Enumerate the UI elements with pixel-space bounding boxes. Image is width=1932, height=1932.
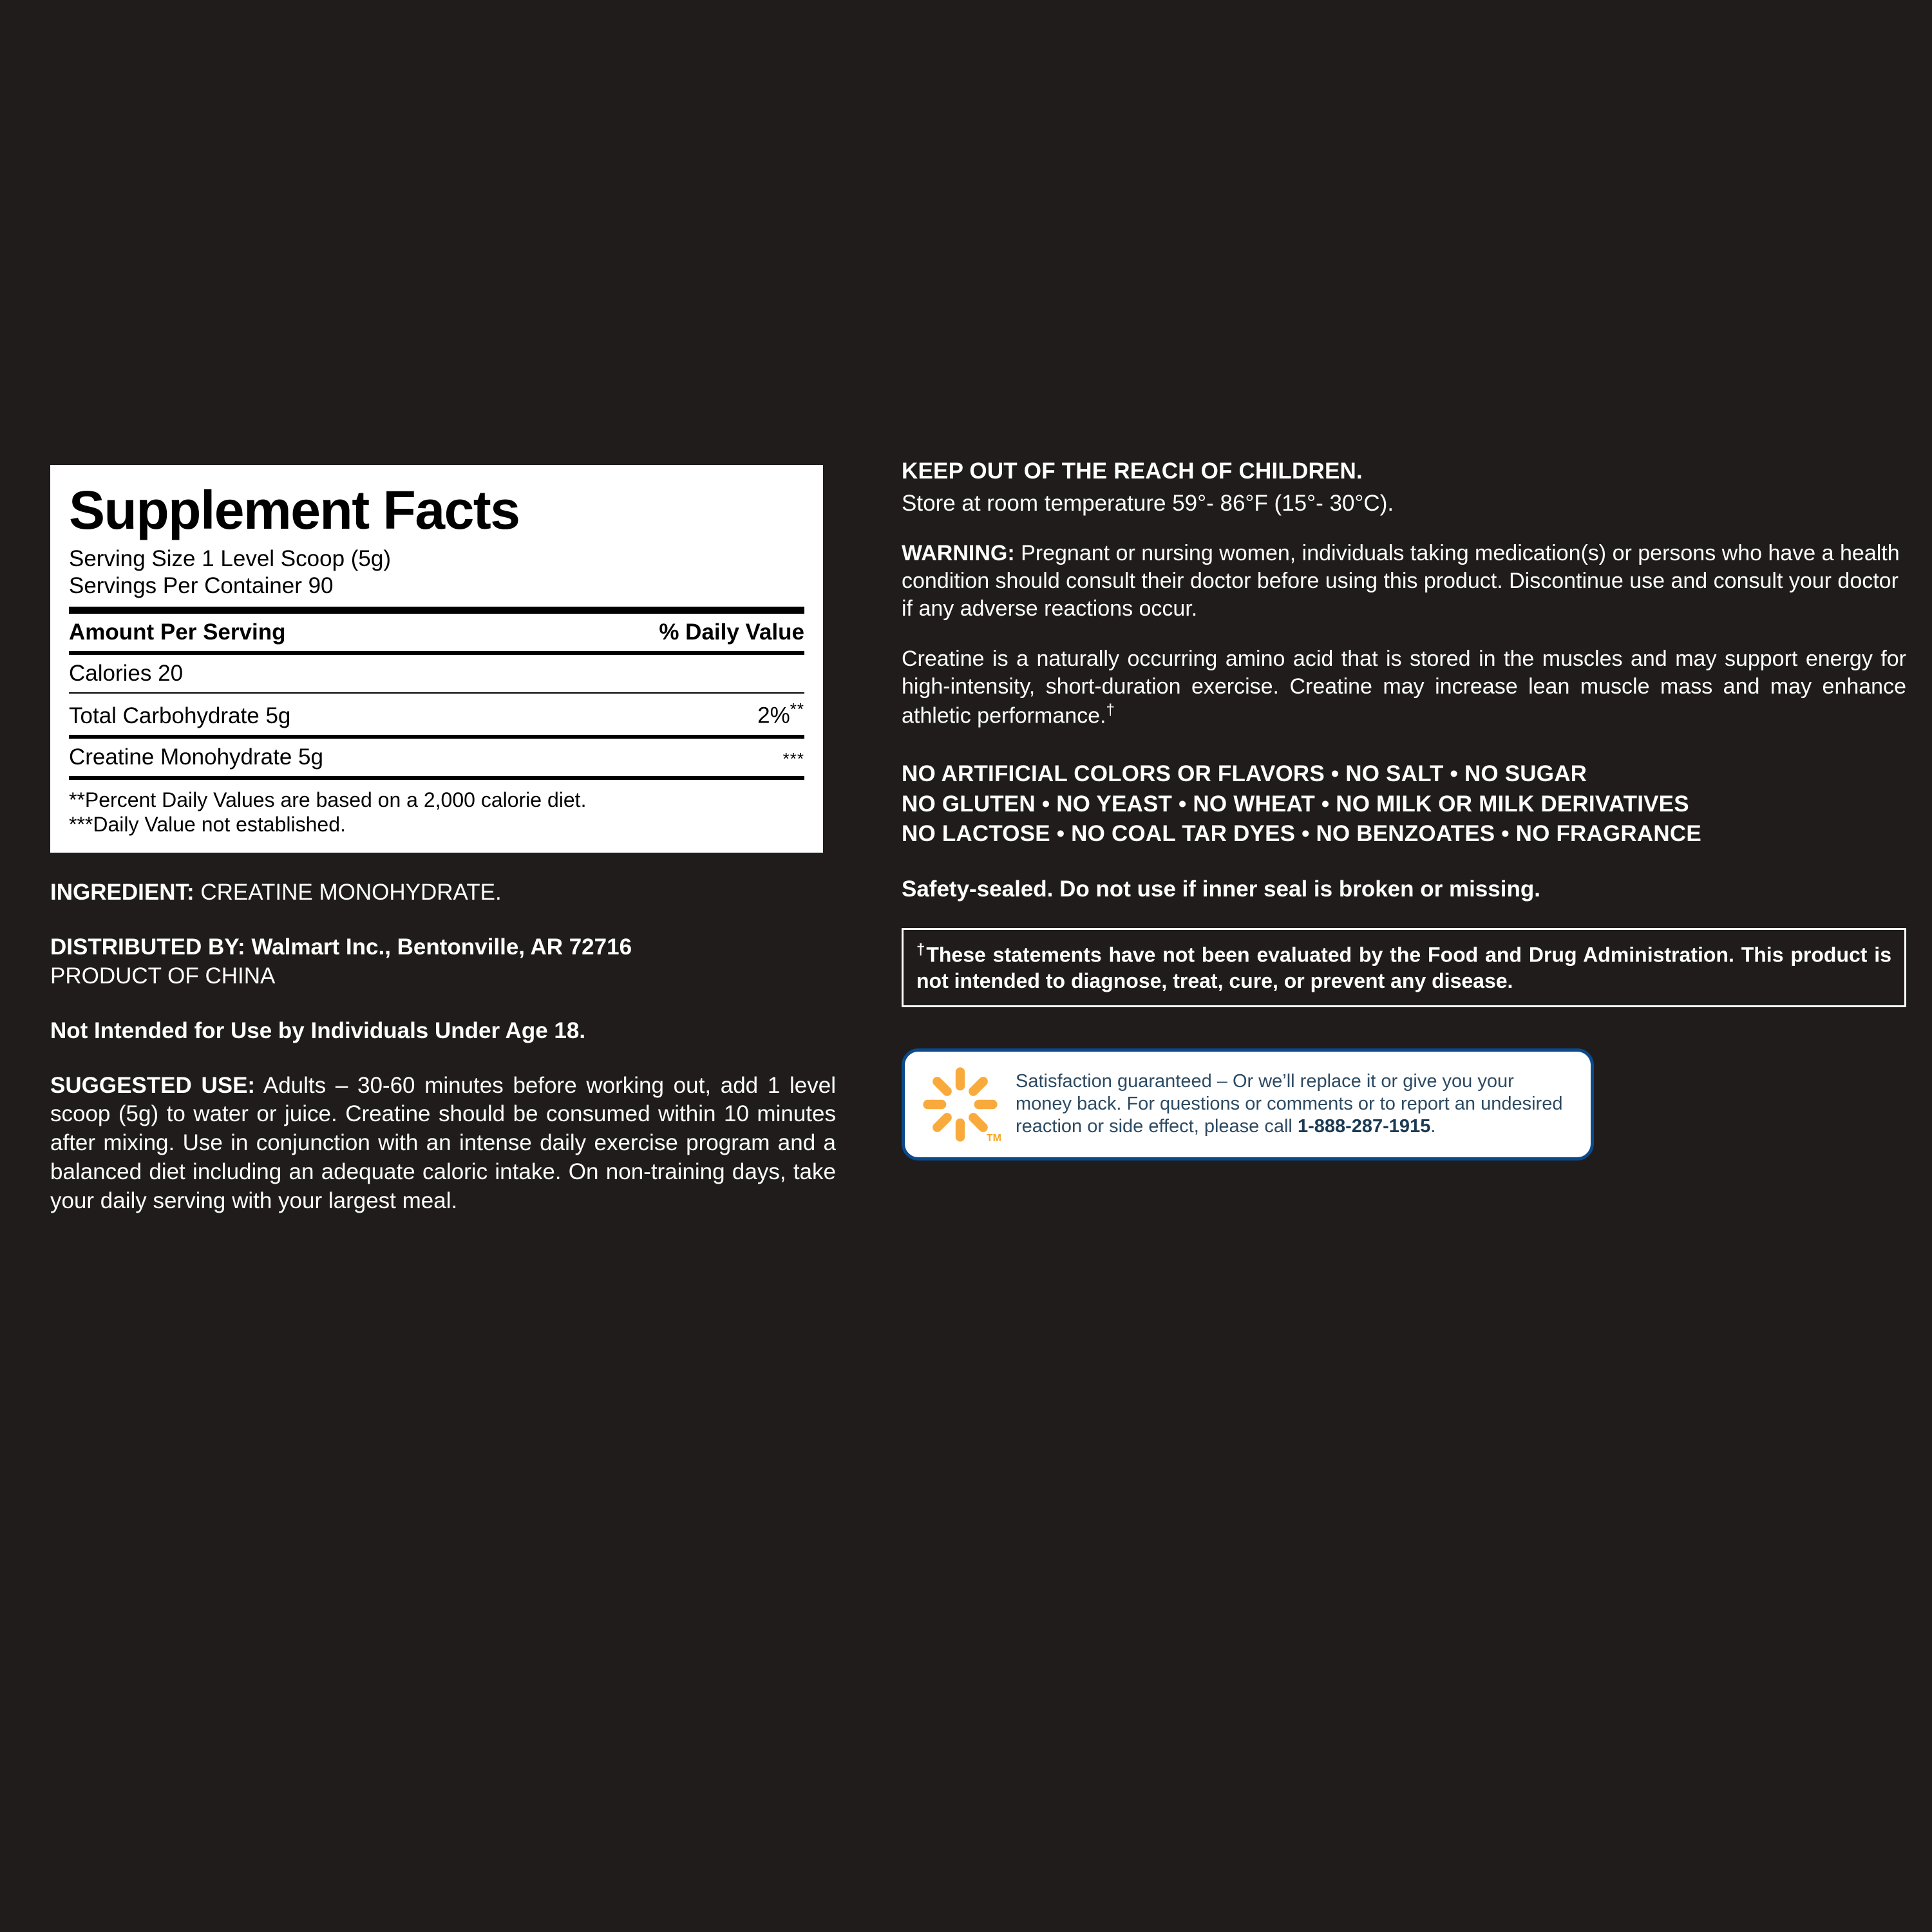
- keep-out-of-reach-heading: KEEP OUT OF THE REACH OF CHILDREN.: [902, 459, 1363, 484]
- amount-per-serving-header: Amount Per Serving: [69, 619, 286, 645]
- table-header-row: [69, 614, 804, 651]
- free-from-claims: [902, 759, 1906, 849]
- fda-disclaimer-box: [902, 928, 1906, 1007]
- nutrient-dv-value: 2%: [757, 703, 790, 728]
- guarantee-text-end: .: [1430, 1115, 1436, 1137]
- warning-block: [902, 540, 1906, 622]
- right-column: [902, 459, 1906, 1160]
- serving-size: Serving Size 1 Level Scoop (5g): [69, 546, 391, 572]
- warning-text: Pregnant or nursing women, individuals taking medication(s) or persons who have a health condition should consult their doctor before using this product. Discontinue use and consult your doctor if any adverse reactions occur.: [902, 541, 1900, 621]
- table-row: [69, 739, 804, 776]
- supplement-facts-panel: [50, 465, 823, 853]
- suggested-use-label: SUGGESTED USE:: [50, 1072, 256, 1098]
- free-from-line: NO GLUTEN • NO YEAST • NO WHEAT • NO MILK OR MILK DERIVATIVES: [902, 791, 1689, 817]
- nutrient-dv: [757, 699, 804, 729]
- table-row: [69, 655, 804, 692]
- fda-disclaimer-text: These statements have not been evaluated by the Food and Drug Administration. This product is not intended to diagnose, treat, cure, or prevent any disease.: [916, 943, 1891, 992]
- distributed-by: DISTRIBUTED BY: Walmart Inc., Bentonville, AR 72716: [50, 934, 632, 960]
- dagger-mark: †: [916, 940, 927, 958]
- nutrient-name: Total Carbohydrate 5g: [69, 703, 291, 728]
- guarantee-text: [1016, 1070, 1574, 1137]
- guarantee-text-main: Satisfaction guaranteed – Or we’ll replace it or give you your money back. For questions or comments or to report an undesired reaction or side effect, please call: [1016, 1071, 1563, 1137]
- walmart-spark-icon: [922, 1066, 999, 1143]
- nutrient-dv-footnote-mark: **: [790, 699, 804, 719]
- nutrient-dv-footnote-mark: ***: [782, 748, 804, 768]
- age-restriction-notice: Not Intended for Use by Individuals Under Age 18.: [50, 1018, 586, 1043]
- product-of: PRODUCT OF CHINA: [50, 963, 276, 989]
- free-from-line: NO LACTOSE • NO COAL TAR DYES • NO BENZOATES • NO FRAGRANCE: [902, 821, 1701, 847]
- free-from-line: NO ARTIFICIAL COLORS OR FLAVORS • NO SALT • NO SUGAR: [902, 761, 1587, 787]
- divider-thick-top: [69, 607, 804, 614]
- ingredient-label: INGREDIENT:: [50, 880, 194, 905]
- servings-per-container: Servings Per Container 90: [69, 573, 334, 598]
- walmart-guarantee-box: [902, 1048, 1594, 1160]
- warning-label: WARNING:: [902, 541, 1015, 565]
- table-row: [69, 694, 804, 735]
- dagger-mark: †: [1106, 701, 1115, 719]
- left-column: [50, 465, 836, 1216]
- trademark-mark: TM: [986, 1132, 1001, 1144]
- suggested-use-text: Adults – 30-60 minutes before working out, add 1 level scoop (5g) to water or juice. Creatine should be consumed within 10 minutes after mixing. Use in conjunction with an intense daily exercise program and a balanced diet including an adequate caloric intake. On non-training days, take your daily serving with your largest meal.: [50, 1072, 836, 1213]
- storage-instructions: Store at room temperature 59°- 86°F (15°- 30°C).: [902, 491, 1394, 516]
- daily-value-header: % Daily Value: [659, 619, 804, 645]
- ingredient-value: CREATINE MONOHYDRATE.: [194, 880, 502, 905]
- nutrient-name: Creatine Monohydrate 5g: [69, 744, 323, 770]
- suggested-use-block: [50, 1072, 836, 1216]
- distributor-block: [50, 933, 836, 991]
- creatine-description: [902, 645, 1906, 730]
- customer-service-phone[interactable]: 1-888-287-1915: [1297, 1115, 1431, 1137]
- supplement-facts-title: Supplement Facts: [69, 480, 520, 540]
- footnote-dv-not-established: ***Daily Value not established.: [69, 812, 346, 836]
- nutrient-name: Calories 20: [69, 660, 184, 686]
- safety-seal-notice: Safety-sealed. Do not use if inner seal is broken or missing.: [902, 876, 1540, 902]
- footnote-daily-values: **Percent Daily Values are based on a 2,000 calorie diet.: [69, 788, 587, 811]
- ingredient-block: [50, 878, 836, 907]
- creatine-description-text: Creatine is a naturally occurring amino acid that is stored in the muscles and may support energy for high-intensity, short-duration exercise. Creatine may increase lean muscle mass and may enhance athletic performance.: [902, 647, 1906, 728]
